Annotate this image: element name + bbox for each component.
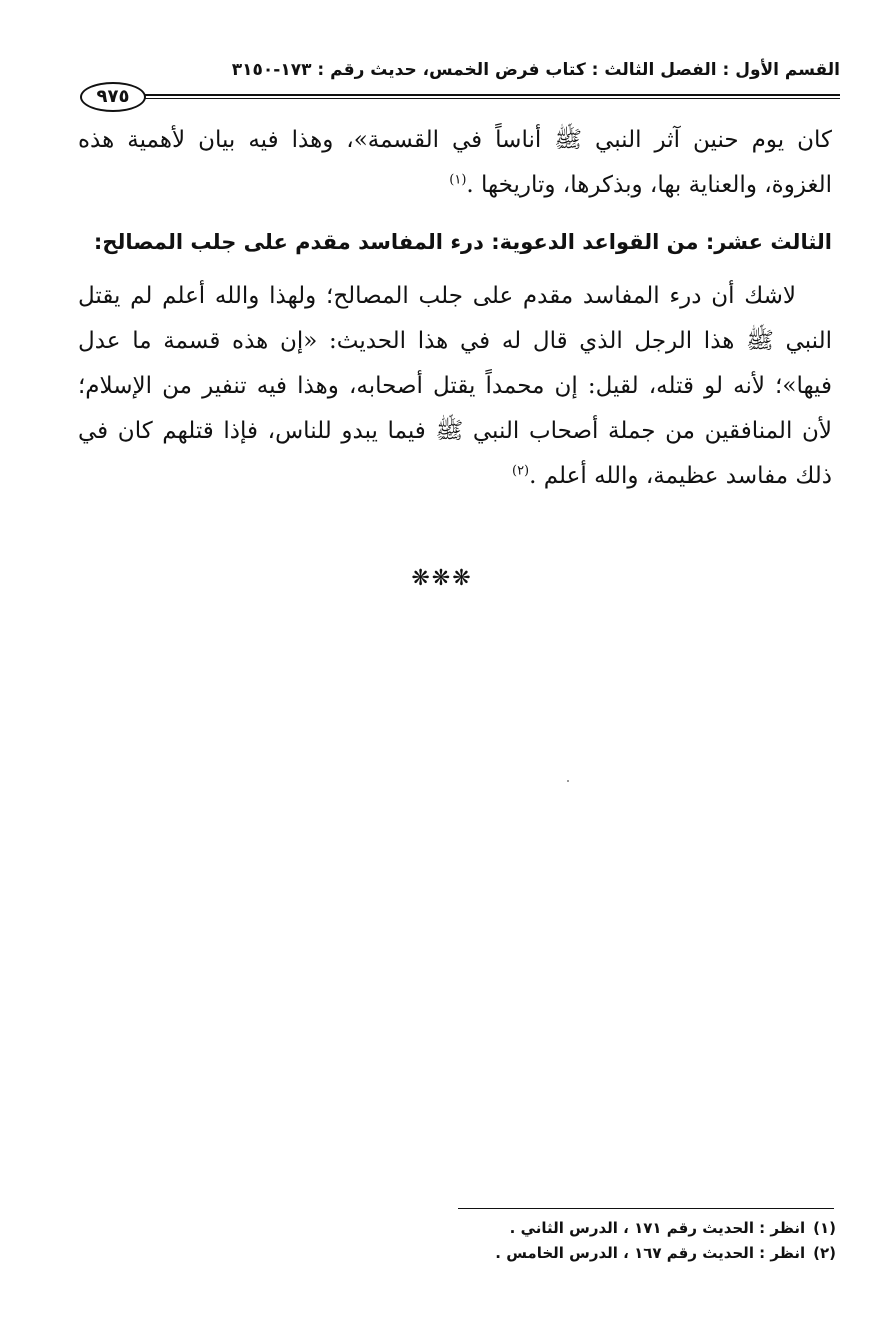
paragraph-1 [78,118,832,208]
footnote-1 [336,1216,836,1241]
paragraph-2-text: لاشك أن درء المفاسد مقدم على جلب المصالح؛ ولهذا والله أعلم لم يقتل النبي ﷺ هذا الرجل الذي قال له في هذا الحديث: «إن هذه قسمة ما عدل فيها»؛ لأنه لو قتله، لقيل: إن محمداً يقتل أصحابه، وهذا فيه تنفير من الإسلام؛ لأن المنافقين من جملة أصحاب النبي ﷺ فيما يبدو للناس، فإذا قتلهم كان في ذلك مفاسد عظيمة، والله أعلم . [78,283,832,489]
footnote-2 [336,1241,836,1266]
running-title: القسم الأول : الفصل الثالث : كتاب فرض الخمس، حديث رقم : ١٧٣-٣١٥٠ [231,60,840,80]
footnote-ref-1: (١) [449,172,467,188]
paragraph-1-text: كان يوم حنين آثر النبي ﷺ أناساً في القسمة»، وهذا فيه بيان لأهمية هذه الغزوة، والعناية بها، وبذكرها، وتاريخها . [78,127,832,198]
footnote-ref-2: (٢) [511,463,530,479]
running-header [80,60,840,106]
main-text [78,118,832,499]
section-heading: الثالث عشر: من القواعد الدعوية: درء المفاسد مقدم على جلب المصالح: [93,230,832,254]
header-rule [140,94,840,99]
section-ornament: ❋❋❋ [411,566,473,591]
footnote-2-number: (٢) [813,1244,836,1262]
footnote-1-text: انظر : الحديث رقم ١٧١ ، الدرس الثاني . [509,1219,806,1237]
scan-speck [567,780,569,782]
footnote-rule [458,1208,834,1209]
footnotes [336,1216,836,1266]
footnote-2-text: انظر : الحديث رقم ١٦٧ ، الدرس الخامس . [495,1244,806,1262]
page-number: ٩٧٥ [80,82,146,112]
paragraph-2 [78,274,832,499]
footnote-1-number: (١) [813,1219,836,1237]
